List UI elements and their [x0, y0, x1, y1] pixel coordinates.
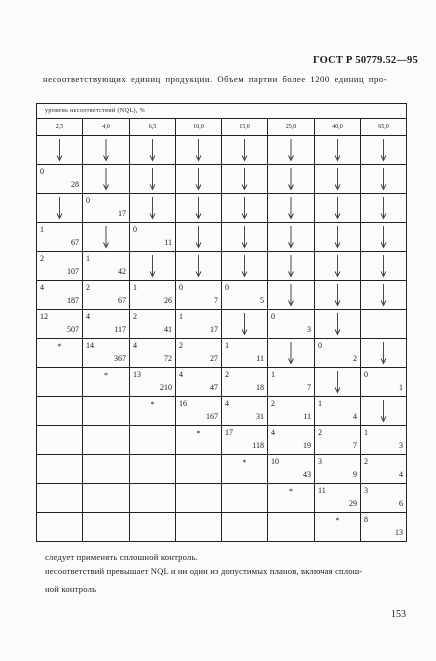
- plan-cell: [268, 310, 315, 339]
- plan-cell: [315, 339, 361, 368]
- arrow-cell: [37, 136, 83, 165]
- sample-size: 117: [114, 325, 126, 334]
- table-row: [37, 194, 407, 223]
- acceptance-number: 0: [318, 341, 322, 350]
- arrow-down-icon: [268, 339, 314, 367]
- arrow-cell: [83, 165, 130, 194]
- arrow-cell: [176, 136, 222, 165]
- note-line: ной контроль: [45, 584, 97, 594]
- arrow-down-icon: [361, 339, 406, 367]
- acceptance-number: 13: [133, 370, 141, 379]
- arrow-down-icon: [176, 252, 221, 280]
- plan-cell: [83, 252, 130, 281]
- note-line: следует применять сплошной контроль.: [45, 552, 198, 562]
- sample-size: 31: [256, 412, 264, 421]
- arrow-down-icon: [222, 194, 267, 222]
- table-row: [37, 426, 407, 455]
- acceptance-number: 4: [271, 428, 275, 437]
- plan-cell: [361, 368, 407, 397]
- arrow-cell: [222, 310, 268, 339]
- plan-cell: [315, 397, 361, 426]
- plan-cell: [222, 339, 268, 368]
- empty-cell: [37, 455, 83, 484]
- arrow-cell: [361, 397, 407, 426]
- asterisk-mark: *: [242, 458, 247, 467]
- arrow-down-icon: [37, 136, 82, 164]
- arrow-cell: [361, 136, 407, 165]
- star-cell: [268, 484, 315, 513]
- arrow-cell: [361, 194, 407, 223]
- acceptance-number: 1: [271, 370, 275, 379]
- sample-size: 72: [164, 354, 172, 363]
- arrow-cell: [222, 194, 268, 223]
- sample-size: 7: [214, 296, 218, 305]
- acceptance-number: 12: [40, 312, 48, 321]
- acceptance-number: 16: [179, 399, 187, 408]
- sample-size: 118: [252, 441, 264, 450]
- plan-cell: [268, 426, 315, 455]
- star-cell: [176, 426, 222, 455]
- arrow-cell: [268, 165, 315, 194]
- plan-cell: [83, 339, 130, 368]
- table-row: [37, 397, 407, 426]
- arrow-down-icon: [176, 194, 221, 222]
- asterisk-mark: *: [104, 371, 108, 380]
- asterisk-mark: *: [150, 400, 155, 409]
- plan-cell: [222, 368, 268, 397]
- arrow-cell: [268, 339, 315, 368]
- arrow-cell: [315, 223, 361, 252]
- plan-cell: [37, 165, 83, 194]
- arrow-down-icon: [176, 223, 221, 251]
- sample-size: 41: [164, 325, 172, 334]
- empty-cell: [37, 513, 83, 542]
- arrow-down-icon: [176, 165, 221, 193]
- column-header: 4,0: [83, 119, 130, 136]
- table-row: [37, 513, 407, 542]
- arrow-cell: [130, 252, 176, 281]
- empty-cell: [83, 426, 130, 455]
- sample-size: 4: [399, 470, 403, 479]
- sample-size: 26: [164, 296, 172, 305]
- sample-size: 1: [399, 383, 403, 392]
- sample-size: 27: [210, 354, 218, 363]
- acceptance-number: 1: [133, 283, 137, 292]
- empty-cell: [130, 426, 176, 455]
- star-cell: [315, 513, 361, 542]
- empty-cell: [83, 397, 130, 426]
- sample-size: 13: [395, 528, 403, 537]
- table-row: [37, 455, 407, 484]
- asterisk-mark: *: [289, 487, 293, 496]
- arrow-down-icon: [268, 281, 314, 309]
- acceptance-number: 2: [179, 341, 183, 350]
- sample-size: 11: [164, 238, 172, 247]
- sample-size: 11: [303, 412, 311, 421]
- table-title: уровень несоответствий (NQL), %: [45, 108, 146, 114]
- acceptance-number: 2: [364, 457, 368, 466]
- sample-size: 210: [160, 383, 172, 392]
- plan-cell: [176, 281, 222, 310]
- arrow-down-icon: [315, 223, 360, 251]
- arrow-down-icon: [222, 223, 267, 251]
- table-row: [37, 252, 407, 281]
- acceptance-number: 8: [364, 515, 368, 524]
- acceptance-number: 0: [179, 283, 183, 292]
- arrow-cell: [361, 281, 407, 310]
- sample-size: 28: [71, 180, 79, 189]
- acceptance-number: 4: [225, 399, 229, 408]
- plan-cell: [268, 397, 315, 426]
- arrow-down-icon: [130, 165, 175, 193]
- sample-size: 9: [353, 470, 357, 479]
- arrow-down-icon: [315, 310, 360, 338]
- arrow-cell: [268, 194, 315, 223]
- sample-size: 107: [67, 267, 79, 276]
- acceptance-number: 2: [225, 370, 229, 379]
- star-cell: [83, 368, 130, 397]
- arrow-cell: [315, 368, 361, 397]
- arrow-cell: [361, 252, 407, 281]
- plan-cell: [130, 281, 176, 310]
- column-header: 2,5: [37, 119, 83, 136]
- empty-cell: [37, 397, 83, 426]
- plan-cell: [130, 310, 176, 339]
- acceptance-number: 4: [86, 312, 90, 321]
- plan-cell: [176, 310, 222, 339]
- sample-size: 67: [118, 296, 126, 305]
- sample-size: 47: [210, 383, 218, 392]
- arrow-down-icon: [361, 136, 406, 164]
- arrow-cell: [222, 165, 268, 194]
- arrow-cell: [176, 252, 222, 281]
- star-cell: [130, 397, 176, 426]
- plan-cell: [130, 223, 176, 252]
- arrow-down-icon: [83, 136, 129, 164]
- sample-size: 7: [353, 441, 357, 450]
- sample-size: 29: [349, 499, 357, 508]
- arrow-down-icon: [37, 194, 82, 222]
- table-row: [37, 339, 407, 368]
- plan-cell: [315, 455, 361, 484]
- arrow-cell: [268, 252, 315, 281]
- acceptance-number: 11: [318, 486, 326, 495]
- sample-size: 187: [67, 296, 79, 305]
- plan-cell: [37, 281, 83, 310]
- arrow-down-icon: [315, 368, 360, 396]
- table-row: [37, 310, 407, 339]
- plan-cell: [222, 281, 268, 310]
- empty-cell: [130, 484, 176, 513]
- star-cell: [37, 339, 83, 368]
- arrow-down-icon: [130, 252, 175, 280]
- arrow-down-icon: [315, 194, 360, 222]
- asterisk-mark: *: [196, 429, 201, 438]
- arrow-down-icon: [222, 136, 267, 164]
- empty-cell: [37, 426, 83, 455]
- plan-cell: [361, 484, 407, 513]
- arrow-down-icon: [361, 397, 406, 425]
- acceptance-number: 3: [364, 486, 368, 495]
- plan-cell: [361, 455, 407, 484]
- arrow-cell: [176, 165, 222, 194]
- column-header: 40,0: [315, 119, 361, 136]
- empty-cell: [130, 513, 176, 542]
- acceptance-number: 0: [133, 225, 137, 234]
- sample-size: 167: [206, 412, 218, 421]
- empty-cell: [268, 513, 315, 542]
- acceptance-number: 3: [318, 457, 322, 466]
- arrow-cell: [361, 165, 407, 194]
- arrow-cell: [130, 194, 176, 223]
- acceptance-number: 1: [179, 312, 183, 321]
- sample-size: 3: [307, 325, 311, 334]
- arrow-cell: [268, 223, 315, 252]
- table-row: [37, 368, 407, 397]
- plan-cell: [268, 455, 315, 484]
- arrow-cell: [83, 223, 130, 252]
- acceptance-number: 2: [318, 428, 322, 437]
- acceptance-number: 0: [271, 312, 275, 321]
- sample-size: 17: [210, 325, 218, 334]
- acceptance-number: 2: [86, 283, 90, 292]
- sampling-plan-table: [36, 103, 407, 542]
- intro-text: несоответствующих единиц продукции. Объем партии более 1200 единиц про-: [43, 74, 388, 84]
- asterisk-mark: *: [335, 516, 340, 525]
- plan-cell: [176, 397, 222, 426]
- acceptance-number: 0: [40, 167, 44, 176]
- plan-cell: [130, 368, 176, 397]
- acceptance-number: 1: [318, 399, 322, 408]
- empty-cell: [37, 484, 83, 513]
- acceptance-number: 4: [179, 370, 183, 379]
- arrow-down-icon: [361, 194, 406, 222]
- acceptance-number: 1: [40, 225, 44, 234]
- plan-cell: [361, 513, 407, 542]
- arrow-down-icon: [222, 310, 267, 338]
- acceptance-number: 14: [86, 341, 94, 350]
- column-header: 10,0: [176, 119, 222, 136]
- empty-cell: [37, 368, 83, 397]
- table-row: [37, 223, 407, 252]
- arrow-down-icon: [130, 136, 175, 164]
- table-row: [37, 165, 407, 194]
- acceptance-number: 2: [271, 399, 275, 408]
- empty-cell: [83, 455, 130, 484]
- sample-size: 4: [353, 412, 357, 421]
- arrow-down-icon: [268, 165, 314, 193]
- arrow-down-icon: [130, 194, 175, 222]
- empty-cell: [130, 455, 176, 484]
- star-cell: [222, 455, 268, 484]
- arrow-down-icon: [268, 252, 314, 280]
- arrow-down-icon: [268, 194, 314, 222]
- empty-cell: [361, 310, 407, 339]
- arrow-down-icon: [361, 223, 406, 251]
- sample-size: 3: [399, 441, 403, 450]
- acceptance-number: 4: [133, 341, 137, 350]
- arrow-cell: [130, 165, 176, 194]
- plan-cell: [37, 252, 83, 281]
- plan-cell: [361, 426, 407, 455]
- arrow-cell: [315, 310, 361, 339]
- arrow-cell: [130, 136, 176, 165]
- acceptance-number: 2: [133, 312, 137, 321]
- arrow-cell: [315, 194, 361, 223]
- arrow-down-icon: [268, 136, 314, 164]
- arrow-down-icon: [315, 281, 360, 309]
- plan-cell: [315, 484, 361, 513]
- sample-size: 19: [303, 441, 311, 450]
- empty-cell: [83, 513, 130, 542]
- arrow-down-icon: [222, 165, 267, 193]
- acceptance-number: 4: [40, 283, 44, 292]
- column-header: 25,0: [268, 119, 315, 136]
- column-header: 65,0: [361, 119, 407, 136]
- arrow-cell: [268, 281, 315, 310]
- acceptance-number: 2: [40, 254, 44, 263]
- sample-size: 367: [114, 354, 126, 363]
- acceptance-number: 0: [225, 283, 229, 292]
- empty-cell: [176, 484, 222, 513]
- arrow-cell: [268, 136, 315, 165]
- arrow-cell: [83, 136, 130, 165]
- sample-size: 43: [303, 470, 311, 479]
- arrow-cell: [176, 194, 222, 223]
- arrow-down-icon: [176, 136, 221, 164]
- arrow-down-icon: [315, 136, 360, 164]
- acceptance-number: 17: [225, 428, 233, 437]
- sample-size: 11: [256, 354, 264, 363]
- arrow-down-icon: [361, 165, 406, 193]
- plan-cell: [315, 426, 361, 455]
- plan-cell: [130, 339, 176, 368]
- arrow-cell: [315, 165, 361, 194]
- table-title-cell: [37, 104, 407, 119]
- arrow-down-icon: [315, 165, 360, 193]
- arrow-down-icon: [361, 252, 406, 280]
- plan-cell: [37, 223, 83, 252]
- asterisk-mark: *: [57, 342, 62, 351]
- arrow-cell: [315, 252, 361, 281]
- arrow-down-icon: [268, 223, 314, 251]
- acceptance-number: 0: [86, 196, 90, 205]
- sample-size: 7: [307, 383, 311, 392]
- plan-cell: [268, 368, 315, 397]
- column-header: 6,5: [130, 119, 176, 136]
- acceptance-number: 1: [86, 254, 90, 263]
- arrow-cell: [361, 339, 407, 368]
- sample-size: 2: [353, 354, 357, 363]
- standard-code-header: ГОСТ Р 50779.52—95: [313, 55, 418, 66]
- empty-cell: [176, 455, 222, 484]
- plan-cell: [222, 397, 268, 426]
- arrow-cell: [315, 136, 361, 165]
- plan-cell: [176, 339, 222, 368]
- arrow-down-icon: [83, 165, 129, 193]
- empty-cell: [222, 513, 268, 542]
- plan-cell: [83, 281, 130, 310]
- arrow-down-icon: [361, 281, 406, 309]
- sample-size: 507: [67, 325, 79, 334]
- acceptance-number: 1: [225, 341, 229, 350]
- arrow-cell: [37, 194, 83, 223]
- sample-size: 5: [260, 296, 264, 305]
- arrow-down-icon: [222, 252, 267, 280]
- arrow-cell: [222, 252, 268, 281]
- sample-size: 42: [118, 267, 126, 276]
- sample-size: 17: [118, 209, 126, 218]
- arrow-down-icon: [83, 223, 129, 251]
- plan-cell: [83, 310, 130, 339]
- arrow-down-icon: [315, 252, 360, 280]
- plan-cell: [37, 310, 83, 339]
- arrow-cell: [176, 223, 222, 252]
- sample-size: 6: [399, 499, 403, 508]
- sample-size: 67: [71, 238, 79, 247]
- arrow-cell: [315, 281, 361, 310]
- arrow-cell: [222, 223, 268, 252]
- table-row: [37, 484, 407, 513]
- page-number: 153: [391, 609, 406, 620]
- table-row: [37, 281, 407, 310]
- column-header: 15,0: [222, 119, 268, 136]
- note-line: несоответствий превышает NQL и ни один из допустимых планов, включая сплош-: [45, 566, 363, 576]
- empty-cell: [222, 484, 268, 513]
- plan-cell: [222, 426, 268, 455]
- arrow-cell: [361, 223, 407, 252]
- empty-cell: [83, 484, 130, 513]
- acceptance-number: 0: [364, 370, 368, 379]
- acceptance-number: 1: [364, 428, 368, 437]
- empty-cell: [176, 513, 222, 542]
- acceptance-number: 10: [271, 457, 279, 466]
- sample-size: 18: [256, 383, 264, 392]
- table-row: [37, 136, 407, 165]
- plan-cell: [83, 194, 130, 223]
- arrow-cell: [222, 136, 268, 165]
- plan-cell: [176, 368, 222, 397]
